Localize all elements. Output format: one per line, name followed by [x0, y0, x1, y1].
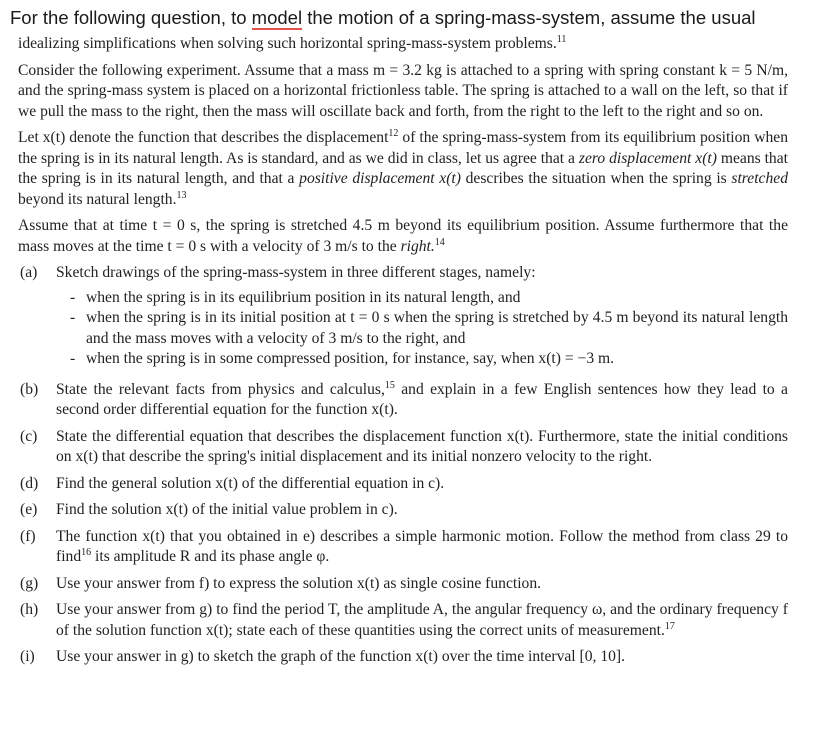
footnote-marker: 15 [384, 379, 395, 391]
question-d [18, 474, 788, 495]
question-c [18, 427, 788, 468]
footnote-marker: 11 [556, 34, 567, 45]
question-h: (h) Use your answer from g) to find the period T, the amplitude A, the angular frequency ω, and the ordinary frequency f of the solution function x(t); state each of these quantities using the correct units of measurement.$^{17}$ [18, 600, 788, 641]
footnote-marker: 16 [81, 547, 92, 558]
footnote-marker: 13 [176, 189, 187, 201]
question-list [18, 263, 788, 668]
question-text: State the differential equation that describes the displacement function x(t). Furthermore, state the initial conditions on x(t) that describe the spring's initial displacement and its initial nonzero velocity to the right. [56, 427, 788, 465]
question-f: (f) The function x(t) that you obtained in e) describes a simple harmonic motion. Follow the method from class 29 to find$^{16}$ its amplitude R and its phase angle φ. [18, 527, 788, 568]
problem-document [18, 34, 788, 674]
header-text-before: For the following question, to [10, 7, 252, 28]
question-text: Sketch drawings of the spring-mass-system in three different stages, namely: [56, 264, 536, 281]
question-a [18, 263, 788, 374]
question-text: Use your answer from f) to express the solution x(t) as single cosine function. [56, 574, 542, 592]
list-item: - when the spring is in its initial position at t = 0 s when the spring is stretched by 4.5 m beyond its natural length and the mass moves with a velocity of 3 m/s to the right, and [70, 309, 788, 347]
footnote-marker: 12 [388, 128, 399, 139]
question-text: Use your answer in g) to sketch the graph of the function x(t) over the time interval [0, 10]. [56, 648, 626, 665]
question-label: (b) [20, 380, 39, 398]
question-label: (g) [20, 574, 39, 592]
question-header [10, 6, 815, 30]
initial-condition-paragraph: Assume that at time t = 0 s, the spring is stretched 4.5 m beyond its equilibrium position. Assume furthermore that the mass moves at the time t = 0 s with a velocity of 3 m/s to the right.$^{14}$ [18, 217, 788, 255]
list-item: - when the spring is in its equilibrium position in its natural length, and [70, 288, 521, 306]
question-label: (h) [20, 601, 39, 618]
displacement-paragraph: Let x(t) denote the function that describes the displacement$^{12}$ of the spring-mass-system from its equilibrium position when the spring is in its natural length. As is standard, and as we did in class, let us agree that a zero displacement x(t) means that the spring is in its natural length, and that a positive displacement x(t) describes the situation when the spring is stretched beyond its natural length.$^{13}$ [18, 128, 788, 208]
spellcheck-flagged-word[interactable]: model [251, 7, 303, 28]
bullet-list [56, 288, 788, 370]
intro-paragraph: idealizing simplifications when solving such horizontal spring-mass-system problems.$^{11}$ [18, 34, 567, 52]
question-b: (b) State the relevant facts from physics and calculus,$^{15}$ and explain in a few English sentences how they lead to a second order differential equation for the function x(t). [18, 380, 788, 421]
list-item: - when the spring is in some compressed position, for instance, say, when x(t) = −3 m. [70, 350, 615, 367]
question-label: (c) [20, 427, 38, 445]
question-e [18, 500, 788, 521]
experiment-paragraph: Consider the following experiment. Assume that a mass m = 3.2 kg is attached to a spring with spring constant k = 5 N/m, and the spring-mass system is placed on a horizontal frictionless table. The spring is attached to a wall on the left, so that if we pull the mass to the right, then the mass will oscillate back and forth, from the right to the left to the right and so on. [18, 61, 788, 120]
footnote-marker: 17 [664, 620, 675, 632]
question-label: (i) [20, 648, 35, 665]
question-label: (f) [20, 527, 36, 545]
header-text-after: the motion of a spring-mass-system, assume the usual [302, 7, 756, 28]
question-label: (a) [20, 264, 38, 281]
question-i [18, 647, 788, 668]
question-text: Find the general solution x(t) of the differential equation in c). [56, 474, 445, 492]
question-g [18, 574, 788, 595]
question-text: Find the solution x(t) of the initial value problem in c). [56, 501, 398, 518]
footnote-marker: 14 [434, 236, 445, 248]
question-label: (d) [20, 474, 39, 492]
question-label: (e) [20, 501, 38, 518]
